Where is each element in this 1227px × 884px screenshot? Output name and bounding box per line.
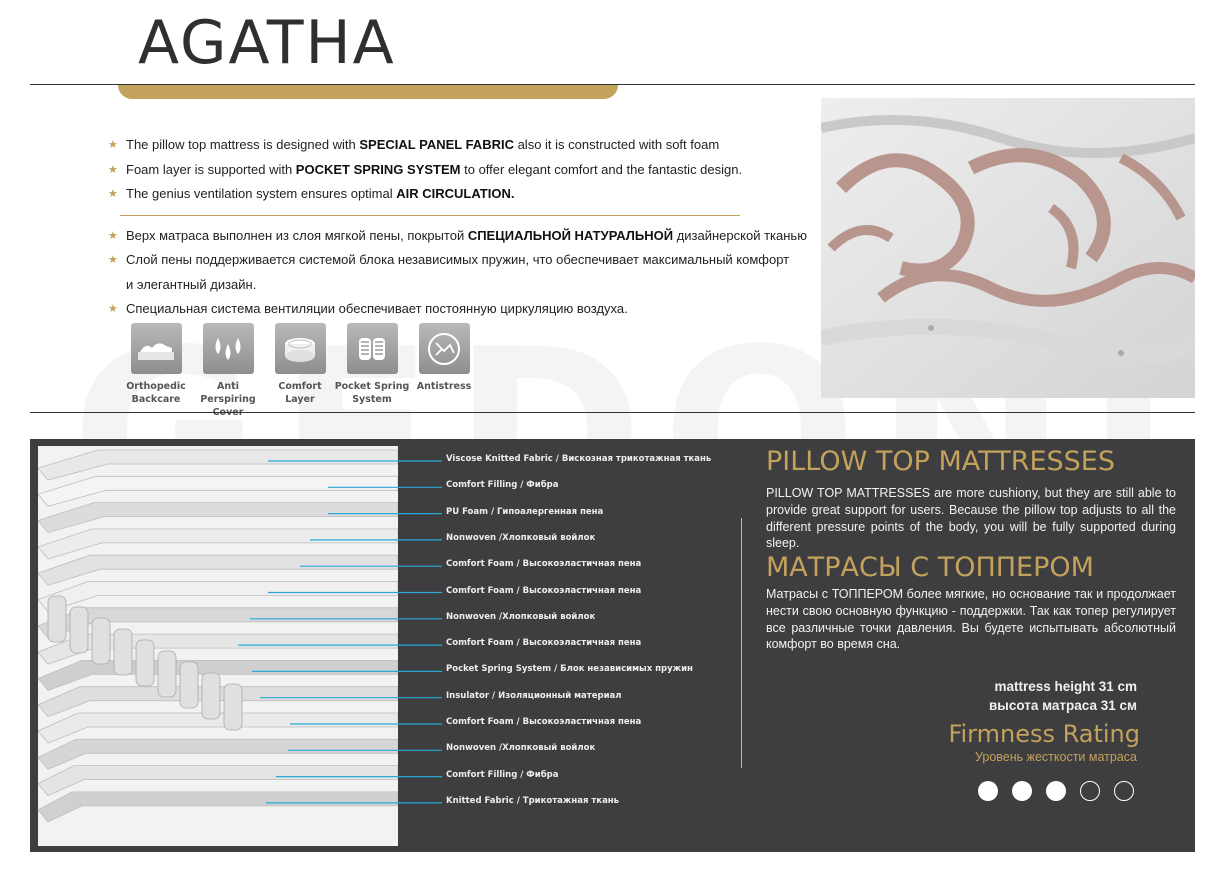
spring-coil [70, 607, 88, 653]
antistress-icon [419, 323, 470, 374]
bullet-en-3 [108, 182, 820, 207]
bullet-ru-2 [108, 248, 820, 273]
star-icon: ★ [108, 188, 118, 200]
layer-label: Comfort Foam / Высокоэластичная пена [446, 559, 642, 570]
star-icon: ★ [108, 229, 118, 242]
bullet-bold: СПЕЦИАЛЬНОЙ НАТУРАЛЬНОЙ [467, 227, 674, 243]
bullet-ru-1 [108, 224, 820, 249]
feature-label: Antistress [416, 381, 472, 392]
layer-label: Comfort Foam / Высокоэластичная пена [446, 585, 642, 596]
bullet-text: to offer elegant comfort and the fantastic design. [460, 161, 743, 177]
layer-label: Nonwoven /Хлопковый войлок [446, 611, 596, 622]
drops-icon [203, 323, 254, 374]
star-icon: ★ [108, 254, 118, 266]
feature-orthopedic [120, 323, 192, 419]
spring-coil [92, 618, 110, 664]
firmness-title: Firmness Rating [948, 720, 1140, 748]
mattress-height [989, 677, 1137, 715]
bullet-text: Специальная система вентиляции обеспечивает постоянную циркуляцию воздуха. [126, 301, 628, 316]
star-icon: ★ [108, 303, 118, 315]
bullet-bold: AIR CIRCULATION. [396, 186, 515, 201]
firmness-rating [978, 781, 1148, 801]
spring-coil [180, 662, 198, 708]
heading-ru: МАТРАСЫ С ТОППЕРОМ [766, 552, 1094, 583]
bullet-text: The genius ventilation system ensures optimal [126, 186, 397, 201]
star-icon: ★ [108, 163, 118, 176]
layer-label: Insulator / Изоляционный материал [446, 690, 622, 701]
feature-label: Comfort Layer [278, 381, 322, 405]
spring-coil [48, 596, 66, 642]
layer-label: Comfort Filling / Фибра [446, 769, 559, 780]
firmness-dot-filled [978, 781, 998, 801]
layer-label: Nonwoven /Хлопковый войлок [446, 743, 596, 754]
layer-label: Comfort Filling / Фибра [446, 480, 559, 491]
comfort-layer-icon [275, 323, 326, 374]
bullet-bold: SPECIAL PANEL FABRIC [359, 137, 514, 152]
paragraph-en: PILLOW TOP MATTRESSES are more cushiony, but they are still able to provide great support for users. Because the pillow top adjusts to all the different pressure points of the body, you will be fully supported during sleep. [766, 486, 1176, 551]
firmness-dot-filled [1046, 781, 1066, 801]
mattress-quilt-photo [821, 98, 1195, 398]
feature-antistress [408, 323, 480, 419]
feature-comfort-layer [264, 323, 336, 419]
pocket-spring-icon [347, 323, 398, 374]
heading-en: PILLOW TOP MATTRESSES [766, 446, 1115, 477]
description-bullets [108, 133, 820, 322]
layer-label: PU Foam / Гипоалергенная пена [446, 506, 604, 517]
height-ru: высота матраса 31 см [989, 698, 1137, 713]
star-icon: ★ [108, 139, 118, 151]
layer-label: Nonwoven /Хлопковый войлок [446, 532, 596, 543]
layer-label: Knitted Fabric / Трикотажная ткань [446, 795, 620, 806]
layer-label: Comfort Foam / Высокоэластичная пена [446, 717, 642, 727]
firmness-dot-empty [1080, 781, 1100, 801]
spring-coil [202, 673, 220, 719]
feature-label: Anti Perspiring [200, 381, 256, 405]
gold-divider [120, 215, 740, 216]
bullet-en-2 [108, 158, 820, 183]
feature-icons [120, 323, 480, 419]
firmness-subtitle: Уровень жесткости матраса [974, 750, 1137, 764]
spring-coil [158, 651, 176, 697]
layer-label: Comfort Foam / Высокоэластичная пена [446, 638, 642, 649]
orthopedic-icon [131, 323, 182, 374]
bullet-ru-3 [108, 297, 820, 322]
spring-coil [114, 629, 132, 675]
firmness-dot-filled [1012, 781, 1032, 801]
feature-label: Pocket Spring System [334, 381, 410, 405]
height-en: mattress height 31 cm [994, 679, 1137, 694]
bullet-text: дизайнерской тканью [673, 227, 807, 243]
paragraph-ru: Матрасы с ТОППЕРОМ более мягкие, но основание так и продолжает нести свою основную функцию - поддержки. Так как топер регулирует все различные точки давления. Вы будете испытывать абсолютный комфорт во время сна. [766, 587, 1176, 652]
bullet-text: и элегантный дизайн. [126, 276, 257, 292]
product-title: AGATHA [138, 8, 396, 78]
section-rule [30, 412, 1195, 413]
bullet-text: also it is constructed with soft foam [513, 137, 720, 152]
layer-label: Pocket Spring System / Блок независимых пружин [446, 664, 693, 675]
bullet-text: Foam layer is supported with [126, 161, 296, 177]
bullet-text: Верх матраса выполнен из слоя мягкой пены, покрытой [126, 227, 468, 243]
bullet-bold: POCKET SPRING SYSTEM [295, 161, 461, 177]
callout-lines [238, 454, 448, 854]
feature-label: Orthopedic Backcare [126, 381, 186, 405]
layer-label: Viscose Knitted Fabric / Вискозная трикотажная ткань [446, 454, 712, 464]
gold-accent-bar [118, 85, 618, 99]
bullet-text: The pillow top mattress is designed with [126, 137, 360, 152]
vertical-divider [741, 518, 742, 768]
spring-coil [136, 640, 154, 686]
bullet-text: Слой пены поддерживается системой блока независимых пружин, что обеспечивает максимальный комфорт [126, 252, 790, 267]
feature-anti-perspiring [192, 323, 264, 419]
feature-pocket-spring [336, 323, 408, 419]
bullet-ru-2-continued [108, 273, 820, 298]
firmness-dot-empty [1114, 781, 1134, 801]
bullet-en-1 [108, 133, 820, 158]
